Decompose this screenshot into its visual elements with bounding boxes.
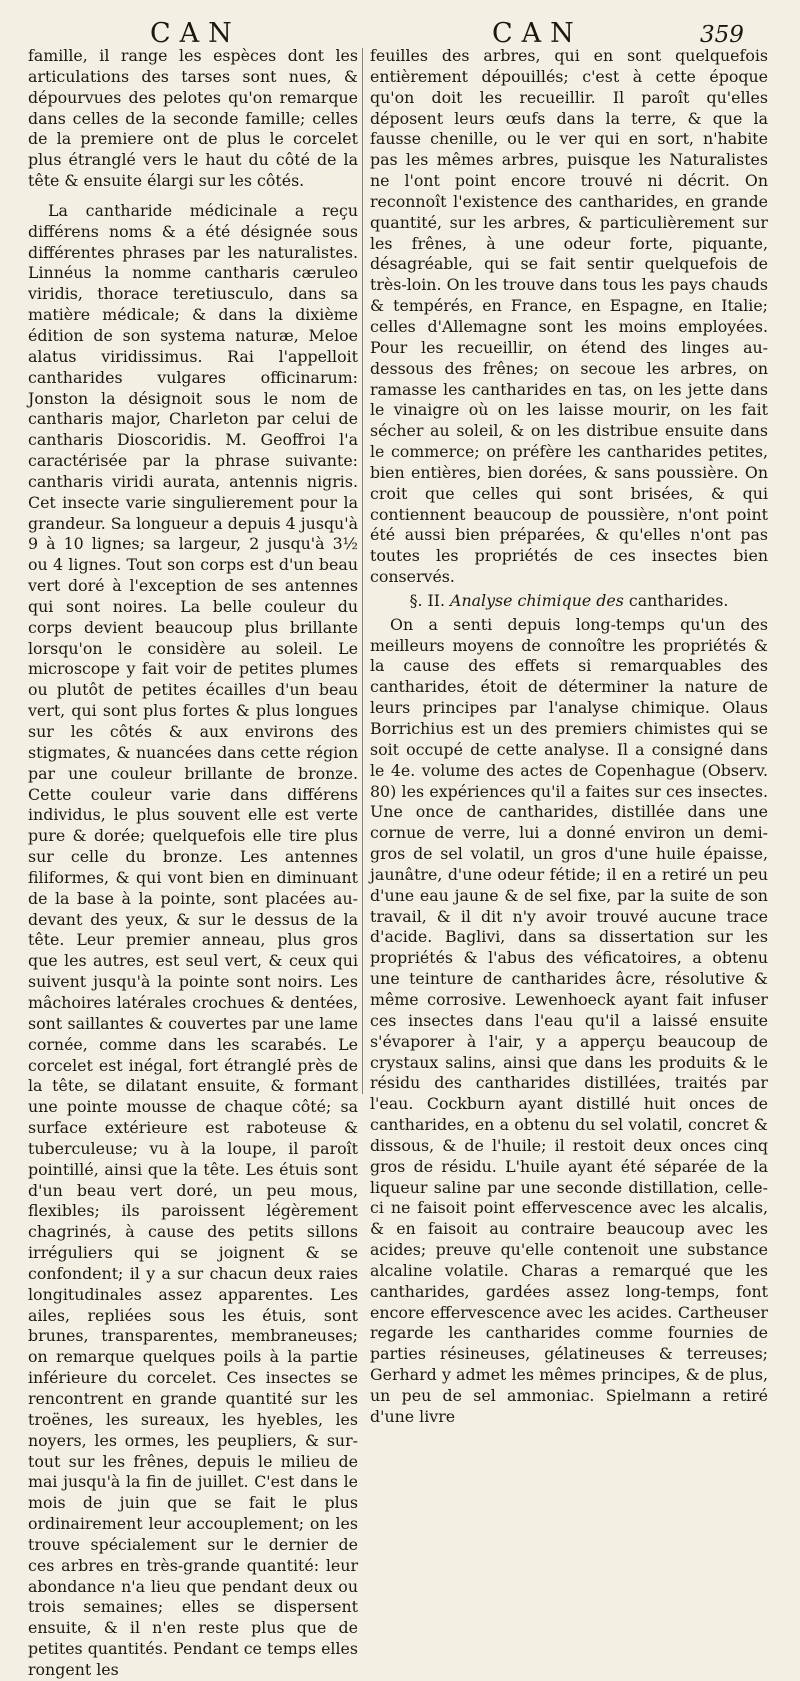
column-divider	[362, 48, 363, 1094]
section-title: Analyse chimique des	[450, 590, 624, 610]
running-head	[0, 18, 800, 48]
running-head-left: CAN	[150, 18, 241, 49]
right-column	[370, 46, 768, 1426]
left-paragraph-1: famille, il range les espèces dont les articulations des tarses sont nues, & dépourvues des pelotes qu'on remarque dans celles de la seconde famille; celles de la premiere ont de plus le corcelet plus étranglé vers le haut du côté de la tête & ensuite élargi sur les côtés.	[28, 46, 358, 191]
right-paragraph-2: On a senti depuis long-temps qu'un des meilleurs moyens de connoître les propriétés & la cause des effets si remarquables des cantharides, étoit de déterminer la nature de leurs principes par l'analyse chimique. Olaus Borrichius est un des premiers chimistes qui se soit occupé de cette analyse. Il a consigné dans le 4e. volume des actes de Copenhague (Observ. 80) les expériences qu'il a faites sur ces insectes. Une once de cantharides, distillée dans une cornue de verre, lui a donné environ un demi-gros de sel volatil, un gros d'une huile épaisse, jaunâtre, d'une odeur fétide; il en a retiré un peu d'une eau jaune & de sel fixe, par la suite de son travail, & il dit n'y avoir trouvé aucune trace d'acide. Baglivi, dans sa dissertation sur les propriétés & l'abus des véficatoires, a obtenu une teinture de cantharides âcre, résolutive & même corrosive. Lewenhoeck ayant fait infuser ces insectes dans l'eau qu'il a laissé ensuite s'évaporer à l'air, y a apperçu beaucoup de crystaux salins, ainsi que dans les produits & le résidu des cantharides distillées, traités par l'eau. Cockburn ayant distillé huit onces de cantharides, en a obtenu du sel volatil, concret & dissous, & de l'huile; il restoit deux onces cinq gros de résidu. L'huile ayant été séparée de la liqueur saline par une seconde distillation, celle-ci ne faisoit point effervescence avec les alcalis, & en faisoit au contraire beaucoup avec les acides; preuve qu'elle contenoit une substance alcaline volatile. Charas a remarqué que les cantharides, gardées assez long-temps, font encore effervescence avec les acides. Cartheuser regarde les cantharides comme fournies de parties résineuses, gélatineuses & terreuses; Gerhard y admet les mêmes principes, & de plus, un peu de sel ammoniac. Spielmann a retiré d'une livre	[370, 614, 768, 1426]
section-label: §. II.	[409, 590, 446, 610]
section-title-word: cantharides.	[628, 590, 729, 610]
right-paragraph-1: feuilles des arbres, qui en sont quelquefois entièrement dépouillés; c'est à cette époque qu'on doit les recueillir. Il paroît qu'elles déposent leurs œufs dans la terre, & que la fausse chenille, ou le ver qui en sort, n'habite pas les mêmes arbres, puisque les Naturalistes ne l'ont point encore trouvé ni décrit. On reconnoît l'existence des cantharides, en grande quantité, sur les arbres, & particulièrement sur les frênes, à une odeur forte, piquante, désagréable, qui se fait sentir quelquefois de très-loin. On les trouve dans tous les pays chauds & tempérés, en France, en Espagne, en Italie; celles d'Allemagne sont les moins employées. Pour les recueillir, on étend des linges au-dessous des frênes; on secoue les arbres, on ramasse les cantharides en tas, on les jette dans le vinaigre où on les laisse mourir, on les fait sécher au soleil, & on les distribue ensuite dans le commerce; on préfère les cantharides petites, bien entières, bien dorées, & sans poussière. On croit que celles qui sont brisées, & qui contiennent beaucoup de poussière, n'ont point été aussi bien préparées, & qu'elles n'ont pas toutes les propriétés de ces insectes bien conservés.	[370, 46, 768, 587]
running-head-right: CAN	[492, 18, 583, 49]
left-paragraph-2: La cantharide médicinale a reçu différens noms & a été désignée sous différentes phrases par les naturalistes. Linnéus la nomme cantharis cæruleo viridis, thorace teretiusculo, dans sa matière médicale; & dans la dixième édition de son systema naturæ, Meloe alatus viridissimus. Rai l'appelloit cantharides vulgares officinarum: Jonston la désignoit sous le nom de cantharis major, Charleton par celui de cantharis Dioscoridis. M. Geoffroi l'a caractérisée par la phrase suivante: cantharis viridi aurata, antennis nigris. Cet insecte varie singulierement pour la grandeur. Sa longueur a depuis 4 jusqu'à 9 à 10 lignes; sa largeur, 2 jusqu'à 3½ ou 4 lignes. Tout son corps est d'un beau vert doré à l'exception de ses antennes qui sont noires. La belle couleur du corps devient beaucoup plus brillante lorsqu'on le considère au soleil. Le microscope y fait voir de petites plumes ou plutôt de petites écailles d'un beau vert, qui sont plus fortes & plus longues sur les côtés & aux environs des stigmates, & nuancées dans cette région par une couleur brillante de bronze. Cette couleur varie dans différens individus, le plus souvent elle est verte pure & dorée; quelquefois elle tire plus sur celle du bronze. Les antennes filiformes, & qui vont bien en diminuant de la base à la pointe, sont placées au-devant des yeux, & sur le dessus de la tête. Leur premier anneau, plus gros que les autres, est seul vert, & ceux qui suivent jusqu'à la pointe sont noirs. Les mâchoires latérales crochues & dentées, sont saillantes & couvertes par une lame cornée, comme dans les scarabés. Le corcelet est inégal, fort étranglé près de la tête, se dilatant ensuite, & formant une pointe mousse de chaque côté; sa surface extérieure est raboteuse & tuberculeuse; vu à la loupe, il paroît pointillé, ainsi que la tête. Les étuis sont d'un beau vert doré, un peu mous, flexibles; ils paroissent légèrement chagrinés, à cause des petits sillons irréguliers qui se joignent & se confondent; il y a sur chacun deux raies longitudinales assez apparentes. Les ailes, repliées sous les étuis, sont brunes, transparentes, membraneuses; on remarque quelques poils à la partie inférieure du corcelet. Ces insectes se rencontrent en grande quantité sur les troënes, les sureaux, les hyebles, les noyers, les ormes, les peupliers, & sur-tout sur les frênes, depuis le milieu de mai jusqu'à la fin de juillet. C'est dans le mois de juin que se fait le plus ordinairement leur accouplement; on les trouve spécialement sur le dernier de ces arbres en très-grande quantité: leur abondance n'a lieu que pendant deux ou trois semaines; elles se dispersent ensuite, & il n'en reste plus que de petites quantités. Pendant ce temps elles rongent les	[28, 200, 358, 1679]
page-number: 359	[700, 22, 744, 48]
section-heading	[370, 591, 768, 612]
left-column	[28, 46, 358, 1679]
